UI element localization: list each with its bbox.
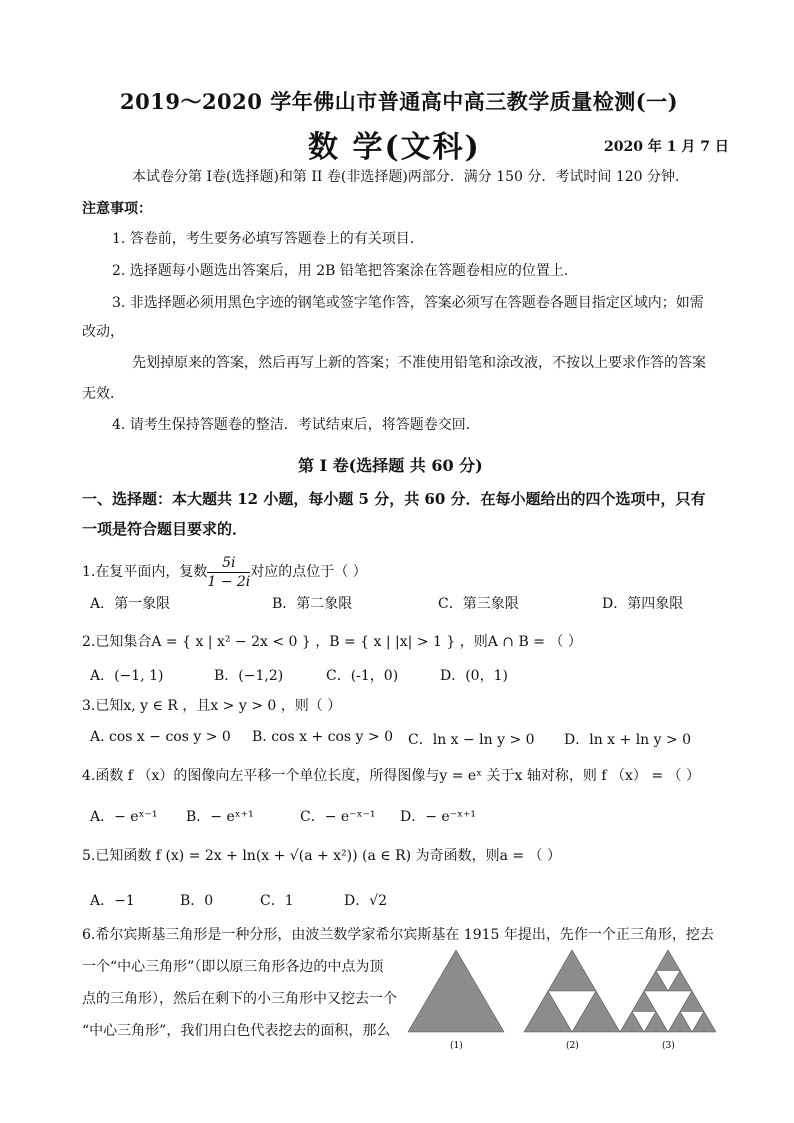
- fraction-numerator: 5i: [207, 554, 250, 573]
- q3-option-a: A. cos x − cos y > 0: [90, 729, 231, 745]
- question-3: 3.已知x, y ∈ R ，且x > y > 0 ，则（ ）: [82, 698, 342, 714]
- figure-1-caption: (1): [450, 1041, 463, 1051]
- notice-item-3-cont: 无效．: [82, 386, 124, 402]
- sierpinski-figure-2: [524, 950, 620, 1032]
- question-2: 2.已知集合A = { x | x² − 2x < 0 } ，B = { x | |x| > 1 } ，则A ∩ B = （ ）: [82, 634, 582, 650]
- q3-option-c: C．ln x − ln y > 0: [408, 732, 535, 748]
- question-4: 4.函数 f （x）的图像向左平移一个单位长度，所得图像与y = eˣ 关于x 轴对称，则 f （x） = （ ）: [82, 768, 700, 784]
- q1-option-d: D．第四象限: [602, 596, 684, 612]
- q5-option-c: C．1: [260, 893, 294, 909]
- question-5: 5.已知函数 f (x) = 2x + ln(x + √(a + x²)) (a ∈ R) 为奇函数，则a = （ ）: [82, 848, 562, 864]
- question-1: [82, 552, 367, 592]
- q2-option-a: A．(−1, 1): [90, 668, 164, 684]
- q5-option-b: B．0: [180, 893, 214, 909]
- section-instructions-cont: 一项是符合题目要求的．: [82, 520, 248, 538]
- figure-2-caption: (2): [566, 1041, 579, 1051]
- q5-option-a: A．−1: [90, 893, 135, 909]
- q2-option-b: B．(−1,2): [214, 668, 284, 684]
- figure-3-caption: (3): [662, 1041, 675, 1051]
- q4-option-a: A．− eˣ⁻¹: [90, 809, 158, 825]
- question-1-stem: 1.在复平面内，复数: [82, 564, 208, 580]
- notice-item-1: 1. 答卷前，考生要务必填写答题卷上的有关项目．: [112, 231, 424, 247]
- q4-option-d: D．− e⁻ˣ⁺¹: [400, 809, 477, 825]
- q3-option-b: B. cos x + cos y > 0: [252, 729, 393, 745]
- fraction-denominator: 1 − 2i: [207, 573, 251, 590]
- fraction: [207, 554, 250, 591]
- q5-option-d: D．√2: [344, 893, 388, 909]
- q1-option-a: A．第一象限: [90, 596, 171, 612]
- notice-item-4: 4. 请考生保持答题卷的整洁．考试结束后，将答题卷交回．: [112, 417, 480, 433]
- part1-title: 第 I 卷(选择题 共 60 分): [298, 456, 483, 475]
- question-6-cont: “中心三角形”，我们用白色代表挖去的面积，那么: [82, 1023, 391, 1039]
- q1-option-c: C．第三象限: [438, 596, 519, 612]
- q4-option-c: C．− e⁻ˣ⁻¹: [300, 809, 376, 825]
- notice-item-3-cont: 先划掉原来的答案，然后再写上新的答案；不准使用铅笔和涂改液，不按以上要求作答的答案: [132, 355, 706, 371]
- exam-title: 2019～2020 学年佛山市普通高中高三教学质量检测(一): [120, 89, 679, 114]
- q4-option-b: B．− eˣ⁺¹: [186, 809, 254, 825]
- q3-option-d: D．ln x + ln y > 0: [564, 732, 692, 748]
- intro-text: 本试卷分第 I卷(选择题)和第 II 卷(非选择题)两部分．满分 150 分．考试时间 120 分钟．: [132, 169, 690, 185]
- notice-item-3: 3. 非选择题必须用黑色字迹的钢笔或签字笔作答，答案必须写在答题卷各题目指定区域内；如需: [112, 295, 704, 311]
- q2-option-d: D．(0，1): [440, 668, 508, 684]
- q2-option-c: C．(-1，0): [326, 668, 399, 684]
- notice-item-2: 2. 选择题每小题选出答案后，用 2B 铅笔把答案涂在答题卷相应的位置上．: [112, 263, 578, 279]
- sierpinski-figure-1: [408, 950, 504, 1032]
- sierpinski-figure-3: [620, 950, 716, 1032]
- question-1-stem-end: 对应的点位于（ ）: [250, 564, 367, 580]
- sierpinski-figures: [406, 948, 716, 1052]
- exam-date: 2020 年 1 月 7 日: [604, 139, 729, 155]
- subject-title: 数 学(文科): [308, 130, 481, 165]
- q1-option-b: B．第二象限: [272, 596, 353, 612]
- question-6: 6.希尔宾斯基三角形是一种分形，由波兰数学家希尔宾斯基在 1915 年提出，先作一个正三角形，挖去: [82, 927, 714, 943]
- notice-heading: 注意事项：: [82, 201, 152, 217]
- section-instructions: 一、选择题：本大题共 12 小题，每小题 5 分，共 60 分．在每小题给出的四个选项中，只有: [82, 490, 706, 508]
- notice-item-3-cont: 改动，: [82, 324, 124, 340]
- question-6-cont: 一个“中心三角形”（即以原三角形各边的中点为顶: [82, 959, 384, 975]
- question-6-cont: 点的三角形），然后在剩下的小三角形中又挖去一个: [82, 991, 397, 1007]
